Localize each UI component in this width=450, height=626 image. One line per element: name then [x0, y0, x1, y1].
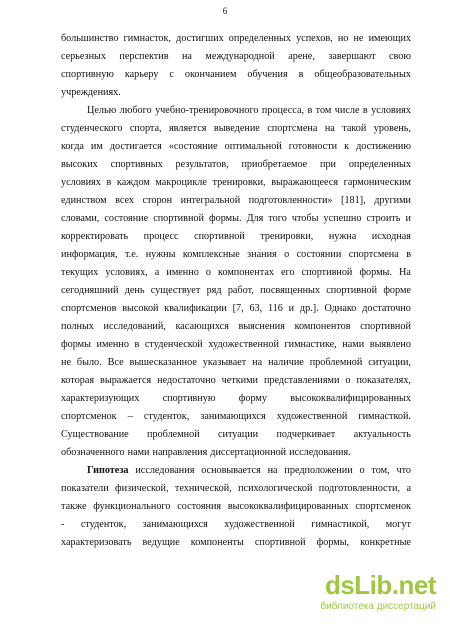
text-line [61, 66, 411, 84]
text-line [61, 336, 411, 354]
word: информация, [61, 249, 118, 260]
word: исследования [135, 465, 195, 476]
word: Все [107, 357, 124, 368]
word: недостаточно [157, 375, 216, 386]
word: учебно-тренировочного [155, 105, 259, 116]
text-line [61, 282, 411, 300]
word: спортивной [360, 321, 411, 332]
word: Существование [61, 429, 129, 440]
word: обозначенного [61, 447, 125, 458]
word: характеризующих [61, 393, 140, 404]
word: выражающееся [271, 177, 339, 188]
word: процесс [143, 231, 179, 242]
word: – [127, 411, 133, 422]
text-line [61, 390, 411, 408]
word: Для [246, 213, 264, 224]
word: компонентах [218, 267, 274, 278]
word: полных [61, 321, 94, 332]
word: психологической [238, 483, 313, 494]
word: спортивной [254, 537, 306, 548]
word: которая [61, 375, 95, 386]
word: могут [385, 519, 411, 530]
word: Однако [324, 303, 357, 314]
word: - [61, 519, 65, 530]
word: приобретаемое [241, 159, 308, 170]
word: ситуации [218, 429, 259, 440]
text-line [61, 120, 411, 138]
word: определенных [228, 33, 291, 44]
word: спортсменок [355, 501, 411, 512]
word: высокой [122, 303, 159, 314]
word: перспектив [119, 51, 169, 62]
page-number: 6 [222, 6, 228, 16]
word: о [359, 465, 365, 476]
text-line [61, 354, 411, 372]
word: является [169, 123, 207, 134]
word: состояния [177, 501, 222, 512]
word: к [344, 141, 350, 152]
word: выявлено [369, 339, 411, 350]
word: другими [374, 195, 411, 206]
word: спортивной [153, 213, 204, 224]
word: подготовленности, [318, 483, 401, 494]
word: условиях [61, 177, 101, 188]
word: спортивной [326, 285, 378, 296]
word: любого [119, 105, 152, 116]
word: исследования. [289, 447, 351, 458]
word: гимнасток, [123, 33, 172, 44]
word: гармоническим [343, 177, 411, 188]
word: том, [371, 465, 390, 476]
word: на [252, 357, 263, 368]
word: Целью [87, 105, 117, 116]
word: студенческой [144, 339, 203, 350]
text-line [61, 48, 411, 66]
word: большинство [61, 33, 119, 44]
text-line [61, 84, 411, 102]
word: сегодняшний [61, 285, 119, 296]
word: того [268, 213, 287, 224]
word: [181], [341, 195, 366, 206]
word: серьезных [61, 51, 106, 62]
word: актуальность [353, 429, 411, 440]
text-line [61, 246, 411, 264]
word: технической, [174, 483, 232, 494]
word: в [298, 69, 304, 80]
word: было. [76, 357, 102, 368]
word: спортивной [194, 231, 245, 242]
word: спортивную [61, 69, 114, 80]
word: вышесказанное [129, 357, 197, 368]
word: спортсменок [61, 411, 117, 422]
word: процесса, [261, 105, 305, 116]
word: нами [342, 339, 365, 350]
word: гимнасткой. [358, 411, 411, 422]
word: корректировать [61, 231, 129, 242]
word: характеризовать [61, 537, 132, 548]
word: именно [166, 267, 199, 278]
text-line [61, 462, 411, 480]
word: спортивных [110, 159, 163, 170]
word: ряд [206, 285, 222, 296]
word: студенток, [80, 519, 127, 530]
word: сторон [142, 195, 173, 206]
word: завершают [328, 51, 376, 62]
word: арене, [288, 51, 315, 62]
word: на [324, 123, 335, 134]
word: им [90, 141, 103, 152]
word: каждом [116, 177, 150, 188]
word: общеобразовательных [314, 69, 411, 80]
word: состояние [104, 213, 149, 224]
watermark-logo: dsLib.net [324, 570, 436, 600]
word: его [281, 267, 295, 278]
text-line [61, 210, 411, 228]
word: гимнастикой, [311, 519, 370, 530]
word: функционального [93, 501, 171, 512]
word: тренировки, [212, 177, 266, 188]
word: и [405, 213, 411, 224]
word: знания [247, 249, 277, 260]
text-line [61, 300, 411, 318]
text-line [61, 138, 411, 156]
word: формы. [359, 267, 392, 278]
word: форму [238, 393, 267, 404]
word: спортсмена [267, 123, 318, 134]
word: при [320, 159, 336, 170]
word: «состояние [168, 141, 218, 152]
word: 116 [267, 303, 283, 314]
word: студенческого [61, 123, 123, 134]
text-line [61, 228, 411, 246]
word: формы [61, 339, 91, 350]
word: наличие [268, 357, 304, 368]
word: спортсменов [61, 303, 117, 314]
word: спортивную [162, 393, 216, 404]
text-line [61, 480, 411, 498]
word: высоких [61, 159, 98, 170]
word: условиях [371, 105, 411, 116]
word: достигается [109, 141, 162, 152]
word: существует [150, 285, 201, 296]
word: достаточно [362, 303, 411, 314]
word: проблемной [147, 429, 200, 440]
word: учреждениях. [61, 87, 121, 98]
word: имеющих [368, 33, 411, 44]
word: подчеркивает [276, 429, 336, 440]
word: макроцикле [155, 177, 207, 188]
word: подготовленности» [248, 195, 333, 206]
word: физической, [115, 483, 169, 494]
word: Гипотеза [87, 465, 129, 476]
word: высококвалифицированных [227, 501, 349, 512]
word: день [124, 285, 145, 296]
word: тренировки, [260, 231, 314, 242]
word: и [288, 303, 295, 314]
word: выведение [213, 123, 260, 134]
watermark-caption: библиотека диссертаций [320, 601, 436, 612]
text-line [61, 264, 411, 282]
word: в [362, 105, 368, 116]
word: что [396, 465, 411, 476]
word: нужны [145, 249, 176, 260]
word: На [399, 267, 411, 278]
word: художественной [276, 411, 348, 422]
word: выяснения [238, 321, 285, 332]
text-line [61, 408, 411, 426]
word: диссертационной [210, 447, 287, 458]
text-line [61, 192, 411, 210]
word: спортивной [301, 267, 353, 278]
word: посвященных [260, 285, 320, 296]
word: свою [389, 51, 411, 62]
word: направления [152, 447, 208, 458]
word: художественной [208, 339, 279, 350]
word: показателях, [356, 375, 411, 386]
word: комплексные [182, 249, 240, 260]
word: на [267, 465, 278, 476]
word: готовности [288, 141, 338, 152]
text-line [61, 426, 411, 444]
text-line [61, 102, 411, 120]
document-body [61, 30, 411, 552]
word: в [134, 339, 140, 350]
word: международной [205, 51, 275, 62]
word: а [154, 267, 160, 278]
word: всех [115, 195, 134, 206]
word: компоненты [190, 537, 244, 548]
word: состоянии [296, 249, 342, 260]
word: [7, [232, 303, 244, 314]
word: в [106, 177, 112, 188]
word: исследований, [103, 321, 166, 332]
word: текущих [61, 267, 99, 278]
word: успехов, [296, 33, 333, 44]
word: предположении [284, 465, 353, 476]
word: формы, [316, 537, 350, 548]
word: т.е. [124, 249, 139, 260]
word: указывает [202, 357, 247, 368]
watermark [296, 570, 436, 618]
text-line [61, 444, 411, 462]
word: оптимальной [224, 141, 282, 152]
word: конкретные [360, 537, 411, 548]
word: выражается [100, 375, 152, 386]
word: основывается [201, 465, 261, 476]
word: компонентов [294, 321, 351, 332]
word: окончанием [184, 69, 237, 80]
word: художественной [224, 519, 295, 530]
word: в [406, 249, 411, 260]
word: когда [61, 141, 84, 152]
word: обучения [247, 69, 288, 80]
word: работ, [227, 285, 254, 296]
word: именно [96, 339, 129, 350]
word: показатели [61, 483, 109, 494]
word: достижению [356, 141, 411, 152]
word: такой [342, 123, 367, 134]
word: студенток, [143, 411, 190, 422]
word: определенных [348, 159, 411, 170]
word: четкими [221, 375, 259, 386]
word: словами, [61, 213, 100, 224]
word: гимнастике, [284, 339, 337, 350]
word: проблемной [309, 357, 363, 368]
word: единством [61, 195, 107, 206]
word: занимающихся [200, 411, 266, 422]
word: представлениями [263, 375, 340, 386]
text-line [61, 534, 411, 552]
word: касающихся [175, 321, 229, 332]
text-line [61, 156, 411, 174]
word: а [406, 483, 411, 494]
word: условиях, [105, 267, 148, 278]
word: 63, [249, 303, 263, 314]
word: форме [383, 285, 411, 296]
word: результатов, [175, 159, 229, 170]
word: др.]. [299, 303, 319, 314]
word: не [353, 33, 364, 44]
word: квалификации [164, 303, 227, 314]
word: успешно [323, 213, 362, 224]
word: строить [366, 213, 401, 224]
word: ведущие [142, 537, 180, 548]
text-line [61, 516, 411, 534]
word: о [205, 267, 211, 278]
word: уровень, [373, 123, 411, 134]
word: нами [127, 447, 150, 458]
word: на [181, 51, 192, 62]
text-line [61, 174, 411, 192]
word: с [169, 69, 174, 80]
word: том [315, 105, 332, 116]
word: не [61, 357, 71, 368]
word: интегральной [180, 195, 241, 206]
text-line [61, 318, 411, 336]
word: о [345, 375, 351, 386]
word: также [61, 501, 87, 512]
word: в [307, 105, 313, 116]
word: формы. [209, 213, 242, 224]
word: чтобы [291, 213, 319, 224]
word: исходная [371, 231, 411, 242]
word: о [284, 249, 290, 260]
text-line [61, 30, 411, 48]
word: высококвалифицированных [290, 393, 411, 404]
word: ситуации, [368, 357, 411, 368]
text-line [61, 498, 411, 516]
word: занимающихся [142, 519, 208, 530]
word: числе [334, 105, 360, 116]
word: достигших [176, 33, 224, 44]
word: спортсмена [348, 249, 399, 260]
word: нужна [328, 231, 357, 242]
word: спорта, [129, 123, 162, 134]
word: карьеру [124, 69, 159, 80]
word: но [337, 33, 349, 44]
text-line [61, 372, 411, 390]
